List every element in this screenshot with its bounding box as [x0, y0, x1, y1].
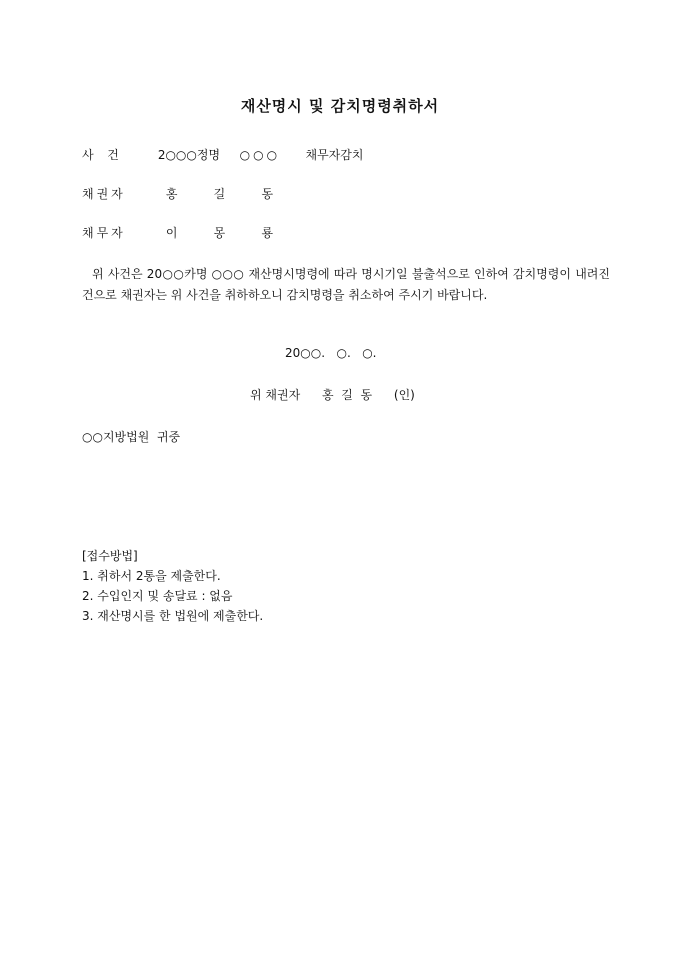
method-heading: [접수방법] [82, 549, 138, 563]
case-type: 채무자감치 [305, 148, 364, 162]
creditor-name-char-2: 길 [213, 187, 226, 201]
signer-prefix: 위 채권자 [250, 388, 301, 402]
creditor-label: 채권자 [82, 187, 126, 201]
creditor-name-char-3: 동 [261, 187, 274, 201]
debtor-name-char-1: 이 [165, 226, 178, 240]
document-title: 재산명시 및 감치명령취하서 [240, 97, 440, 115]
signer-line [250, 386, 425, 403]
debtor-label: 채무자 [82, 226, 126, 240]
signer-seal: (인) [393, 388, 415, 402]
debtor-row [82, 224, 305, 241]
case-number: 2○○○정명 [157, 148, 221, 162]
debtor-name-char-2: 몽 [213, 226, 226, 240]
case-parties: ○○○ [239, 148, 281, 162]
case-label: 사 건 [82, 148, 121, 162]
method-item-3: 3. 재산명시를 한 법원에 제출한다. [82, 609, 264, 623]
method-item-2: 2. 수입인지 및 송달료 : 없음 [82, 589, 233, 603]
document-date: 20○○. ○. ○. [285, 346, 377, 360]
signer-name: 홍 길 동 [322, 388, 373, 402]
submission-method [82, 546, 263, 626]
method-item-1: 1. 취하서 2통을 제출한다. [82, 569, 221, 583]
debtor-name-char-3: 룡 [261, 226, 274, 240]
creditor-name-char-1: 홍 [165, 187, 178, 201]
case-row [82, 146, 363, 163]
creditor-row [82, 185, 305, 202]
body-paragraph: 위 사건은 20○○카명 ○○○ 재산명시명령에 따라 명시기일 불출석으로 인하여 감치명령이 내려진 건으로 채권자는 위 사건을 취하하오니 감치명령을 취소하여 주시기 바랍니다. [82, 267, 610, 302]
court-addressee: ○○지방법원 귀중 [82, 430, 181, 444]
